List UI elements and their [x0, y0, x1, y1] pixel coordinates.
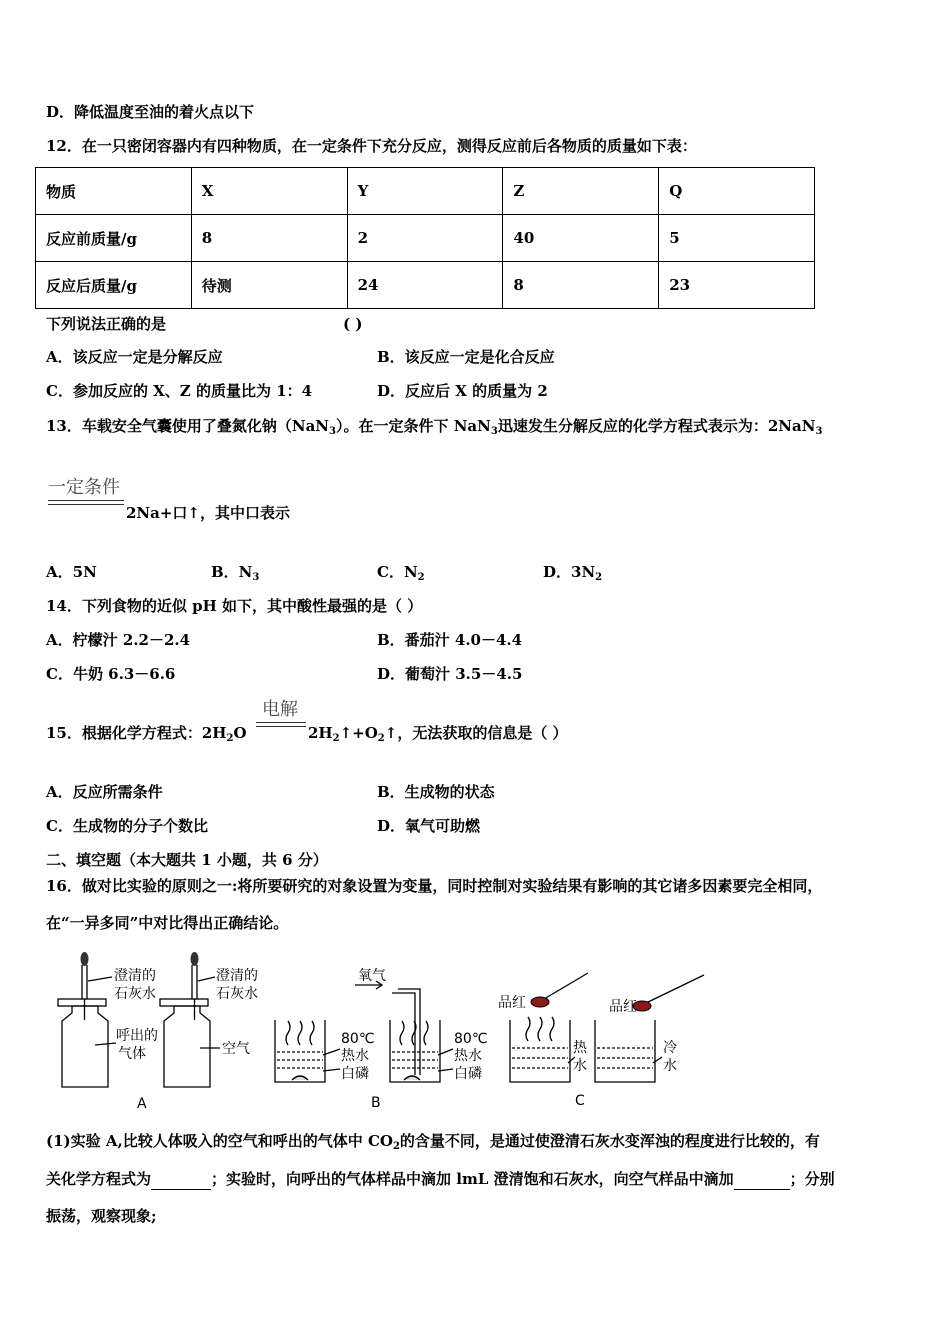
label-exhaled-gas-b: 气体	[118, 1046, 146, 1062]
option-text: B．N	[211, 563, 253, 581]
q15-stem	[46, 723, 247, 743]
table-cell: 反应前质量/g	[36, 215, 192, 262]
spoon-handle-2	[646, 975, 704, 1003]
table-cell: 40	[503, 215, 659, 262]
label-setup-a: A	[137, 1096, 147, 1112]
q13-option-b	[211, 562, 259, 582]
label-hot-2: 水	[573, 1058, 587, 1074]
label-dye-2: 品红	[609, 999, 637, 1015]
q15-reaction-condition: 电解	[262, 699, 298, 720]
dropper-bulb	[81, 952, 89, 966]
c-beaker-cold	[595, 1020, 655, 1082]
table-cell: 2	[347, 215, 503, 262]
q15-option-a: A．反应所需条件	[46, 783, 163, 801]
section-title: 二、填空题（本大题共 1 小题，共 6 分）	[46, 851, 328, 869]
q16-text: ；实验时，向呼出的气体样品中滴加 lmL 澄清饱和石灰水，向空气样品中滴加	[211, 1170, 734, 1188]
table-cell: 5	[659, 215, 815, 262]
label-limewater-1b: 石灰水	[114, 986, 156, 1002]
b-white-phosphorus-1	[292, 1076, 308, 1080]
q13-option-a: A．5N	[46, 563, 97, 581]
q16-text: (1)实验 A,比较人体吸入的空气和呼出的气体中 CO	[46, 1132, 393, 1150]
q14-option-d: D．葡萄汁 3.5－4.5	[377, 665, 523, 683]
subscript: 3	[490, 426, 498, 437]
experiment-figure	[40, 945, 740, 1115]
table-cell: 24	[347, 262, 503, 309]
q16-text: 关化学方程式为	[46, 1170, 152, 1188]
label-cold-2: 水	[663, 1058, 677, 1074]
label-setup-c: C	[575, 1093, 585, 1109]
q13-option-c	[377, 562, 425, 582]
table-cell: 23	[659, 262, 815, 309]
q13-stem-part: ）。在一定条件下 NaN	[336, 417, 491, 435]
q15-option-d: D．氧气可助燃	[377, 817, 481, 835]
label-white-phosphorus-2: 白磷	[454, 1066, 482, 1082]
label-exhaled-gas: 呼出的	[116, 1028, 158, 1044]
q14-option-a: A．柠檬汁 2.2－2.4	[46, 631, 191, 649]
q13-reaction-condition: 一定条件	[48, 477, 120, 498]
q14-option-b: B．番茄汁 4.0－4.4	[377, 631, 523, 649]
label-temp-1: 80℃	[341, 1031, 375, 1047]
label-oxygen: 氧气	[358, 968, 386, 984]
q13-product: 2Na+口↑，其中口表示	[126, 504, 291, 522]
q16-text: 的含量不同，是通过使澄清石灰水变浑浊的程度进行比较的，有	[399, 1132, 820, 1150]
table-header-cell: Z	[503, 168, 659, 215]
label-temp-2: 80℃	[454, 1031, 488, 1047]
q15-product-part: ↑+O	[339, 724, 378, 742]
q12-stem: 12．在一只密闭容器内有四种物质，在一定条件下充分反应，测得反应前后各物质的质量如下表：	[46, 137, 697, 155]
q15-option-b: B．生成物的状态	[377, 783, 495, 801]
q11-option-d: D．降低温度至油的着火点以下	[46, 103, 255, 121]
subscript: 2	[377, 733, 385, 744]
option-text: C．N	[377, 563, 418, 581]
a-bottle-1-stopper	[58, 999, 106, 1006]
table-header-cell: Y	[347, 168, 503, 215]
subscript: 2	[392, 1141, 400, 1152]
table-header-row	[36, 168, 815, 215]
label-limewater-2: 澄清的	[216, 968, 258, 984]
steam-lines	[400, 1021, 428, 1045]
table-cell: 8	[191, 215, 347, 262]
a-bottle-2-stopper	[160, 999, 208, 1006]
subscript: 2	[332, 733, 340, 744]
steam-lines	[526, 1017, 554, 1041]
subscript: 3	[329, 426, 336, 437]
q12-answer-paren: ( )	[343, 315, 363, 333]
q16-stem-line1: 16．做对比实验的原则之一:将所要研究的对象设置为变量，同时控制对实验结果有影响的其它诸多因素要完全相同，	[46, 877, 823, 895]
mass-table	[35, 167, 815, 309]
label-air: 空气	[222, 1041, 250, 1057]
steam-lines	[286, 1021, 314, 1045]
label-hot-1: 热	[573, 1040, 587, 1056]
q15-stem-part: 15．根据化学方程式：2H	[46, 724, 227, 742]
dye-spoon-1	[531, 997, 549, 1007]
q12-option-a: A．该反应一定是分解反应	[46, 348, 223, 366]
b-white-phosphorus-2	[404, 1076, 420, 1080]
label-limewater-2b: 石灰水	[216, 986, 258, 1002]
q16-text: ；分别	[789, 1170, 835, 1188]
q12-option-b: B．该反应一定是化合反应	[377, 348, 555, 366]
q15-product	[308, 723, 568, 743]
table-header-cell: X	[191, 168, 347, 215]
equation-double-line	[256, 722, 306, 727]
q15-option-c: C．生成物的分子个数比	[46, 817, 208, 835]
table-cell: 8	[503, 262, 659, 309]
q13-stem	[46, 416, 822, 436]
q16-part1-line3: 振荡，观察现象;	[46, 1207, 157, 1225]
label-dye-1: 品红	[498, 995, 526, 1011]
subscript: 3	[252, 572, 260, 583]
label-cold-1: 冷	[663, 1040, 677, 1056]
a-bottle-2	[164, 1006, 210, 1087]
q16-part1-line2	[46, 1169, 835, 1190]
spoon-handle-1	[544, 973, 588, 999]
answer-blank[interactable]	[734, 1169, 790, 1190]
subscript: 3	[815, 426, 823, 437]
label-setup-b: B	[371, 1095, 381, 1111]
answer-blank[interactable]	[151, 1169, 211, 1190]
table-cell: 待测	[191, 262, 347, 309]
b-beaker-1	[275, 1020, 325, 1082]
subscript: 2	[417, 572, 425, 583]
label-hot-water-2: 热水	[454, 1048, 482, 1064]
q12-option-c: C．参加反应的 X、Z 的质量比为 1：4	[46, 382, 313, 400]
q12-option-d: D．反应后 X 的质量为 2	[377, 382, 548, 400]
table-header-cell: Q	[659, 168, 815, 215]
label-hot-water-1: 热水	[341, 1048, 369, 1064]
q13-option-d	[543, 562, 602, 582]
table-cell: 反应后质量/g	[36, 262, 192, 309]
q15-stem-part: O	[233, 724, 247, 742]
label-white-phosphorus-1: 白磷	[341, 1066, 369, 1082]
q16-part1-line1	[46, 1131, 820, 1151]
table-row	[36, 215, 815, 262]
q15-product-part: ↑，无法获取的信息是（ ）	[384, 724, 568, 742]
equation-double-line	[48, 500, 124, 505]
q14-option-c: C．牛奶 6.3－6.6	[46, 665, 176, 683]
q16-stem-line2: 在“一异多同”中对比得出正确结论。	[46, 914, 289, 932]
option-text: D．3N	[543, 563, 596, 581]
dropper-bulb	[191, 952, 199, 966]
table-row	[36, 262, 815, 309]
subscript: 2	[226, 733, 234, 744]
subscript: 2	[595, 572, 603, 583]
q13-stem-part: 13．车载安全气囊使用了叠氮化钠（NaN	[46, 417, 330, 435]
oxygen-tube	[392, 989, 420, 1075]
q13-stem-part: 迅速发生分解反应的化学方程式表示为：2NaN	[497, 417, 816, 435]
q12-prompt: 下列说法正确的是	[46, 315, 167, 333]
q14-stem: 14．下列食物的近似 pH 如下，其中酸性最强的是（ ）	[46, 597, 423, 615]
table-header-cell: 物质	[36, 168, 192, 215]
q15-product-part: 2H	[308, 724, 333, 742]
label-limewater-1: 澄清的	[114, 968, 156, 984]
